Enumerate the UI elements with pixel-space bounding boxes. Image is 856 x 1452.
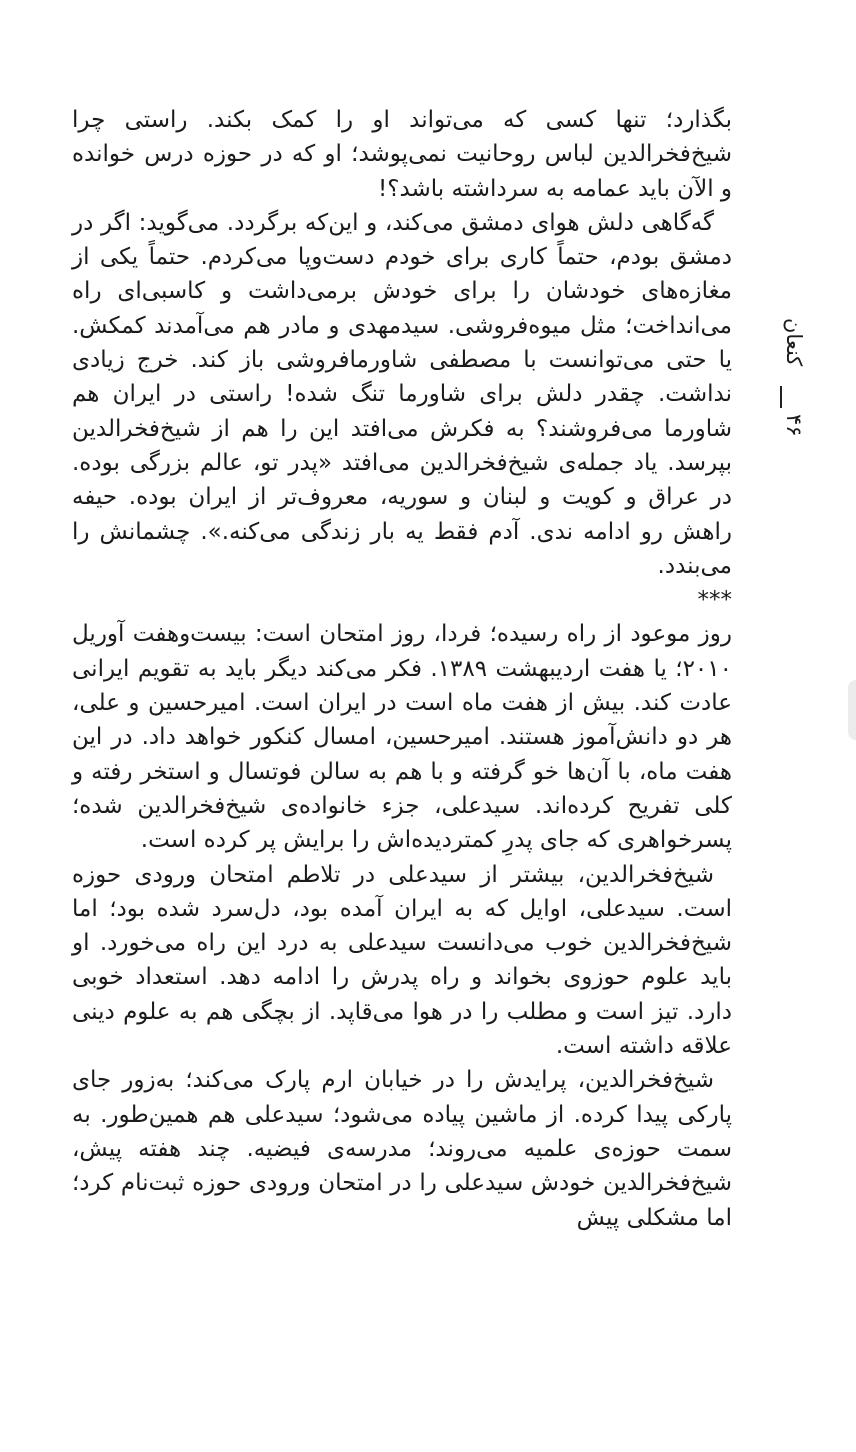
paragraph: شیخ‌فخرالدین، بیشتر از سیدعلی در تلاطم امتحان ورودی حوزه است. سیدعلی، اوایل که به ایران آمده بود، دل‌سرد شده بود؛ اما شیخ‌فخرالدین خوب می‌دانست سیدعلی به درد این راه می‌خورد. او باید علوم حوزوی بخواند و راه پدرش را ادامه دهد. استعداد خوبی دارد. تیز است و مطلب را در هوا می‌قاپد. از بچگی هم به علوم دینی علاقه داشته است.	[72, 861, 732, 1060]
paragraph: گه‌گاهی دلش هوای دمشق می‌کند، و این‌که برگردد. می‌گوید: اگر در دمشق بودم، حتماً کاری برای خودم دست‌وپا می‌کردم. حتماً یکی از مغازه‌های خودشان را برای خودش برمی‌داشت و کاسبی‌ای راه می‌انداخت؛ مثل میوه‌فروشی. سیدمهدی و مادر هم می‌آمدند کمکش. یا حتی می‌توانست با مصطفی شاورمافروشی باز کند. خرج زیادی نداشت. چقدر دلش برای شاورما تنگ شده! راستی در ایران هم شاورما می‌فروشند؟ به فکرش می‌افتد این را هم از شیخ‌فخرالدین بپرسد. یاد جمله‌ی شیخ‌فخرالدین می‌افتد «پدر تو، عالم بزرگی بوده. در عراق و کویت و لبنان و سوریه، معروف‌تر از ایران بوده. حیفه راهش رو ادامه ندی. آدم فقط یه بار زندگی می‌کنه.». چشمانش را می‌بندد.	[72, 209, 732, 579]
running-header	[760, 318, 804, 458]
header-divider	[780, 386, 782, 408]
paragraph: روز موعود از راه رسیده؛ فردا، روز امتحان است: بیست‌وهفت آوریل ۲۰۱۰؛ یا هفت اردیبهشت ۱۳۸۹. فکر می‌کند دیگر باید به تقویم ایرانی عادت کند. بیش از هفت ماه است در ایران است. امیرحسین و علی، هر دو دانش‌آموز هستند. امیرحسین، امسال کنکور خواهد داد. در این هفت ماه، با آن‌ها خو گرفته و با هم به سالن فوتسال و استخر رفته و کلی تفریح کرده‌اند. سیدعلی، جزء خانواده‌ی شیخ‌فخرالدین شده؛ پسرخواهری که جای پدرِ کمتردیده‌اش را برایش پر کرده است.	[72, 621, 732, 854]
page-edge-shadow	[848, 680, 856, 740]
paragraph: بگذارد؛ تنها کسی که می‌تواند او را کمک بکند. راستی چرا شیخ‌فخرالدین لباس روحانیت نمی‌پوشد؛ او که در حوزه درس خوانده و الآن باید عمامه به سرداشته باشد؟!	[72, 107, 732, 202]
page-number: ۴۶	[782, 414, 806, 437]
book-title: کنعان	[782, 318, 806, 367]
body-text	[72, 103, 732, 1235]
paragraph: شیخ‌فخرالدین، پرایدش را در خیابان ارم پارک می‌کند؛ به‌زور جای پارکی پیدا کرده. از ماشین پیاده می‌شود؛ سیدعلی هم همین‌طور. به سمت حوزه‌ی علمیه می‌روند؛ مدرسه‌ی فیضیه. چند هفته پیش، شیخ‌فخرالدین خودش سیدعلی را در امتحان ورودی حوزه ثبت‌نام کرد؛ اما مشکلی پیش	[72, 1067, 732, 1231]
section-separator: ***	[697, 587, 732, 614]
